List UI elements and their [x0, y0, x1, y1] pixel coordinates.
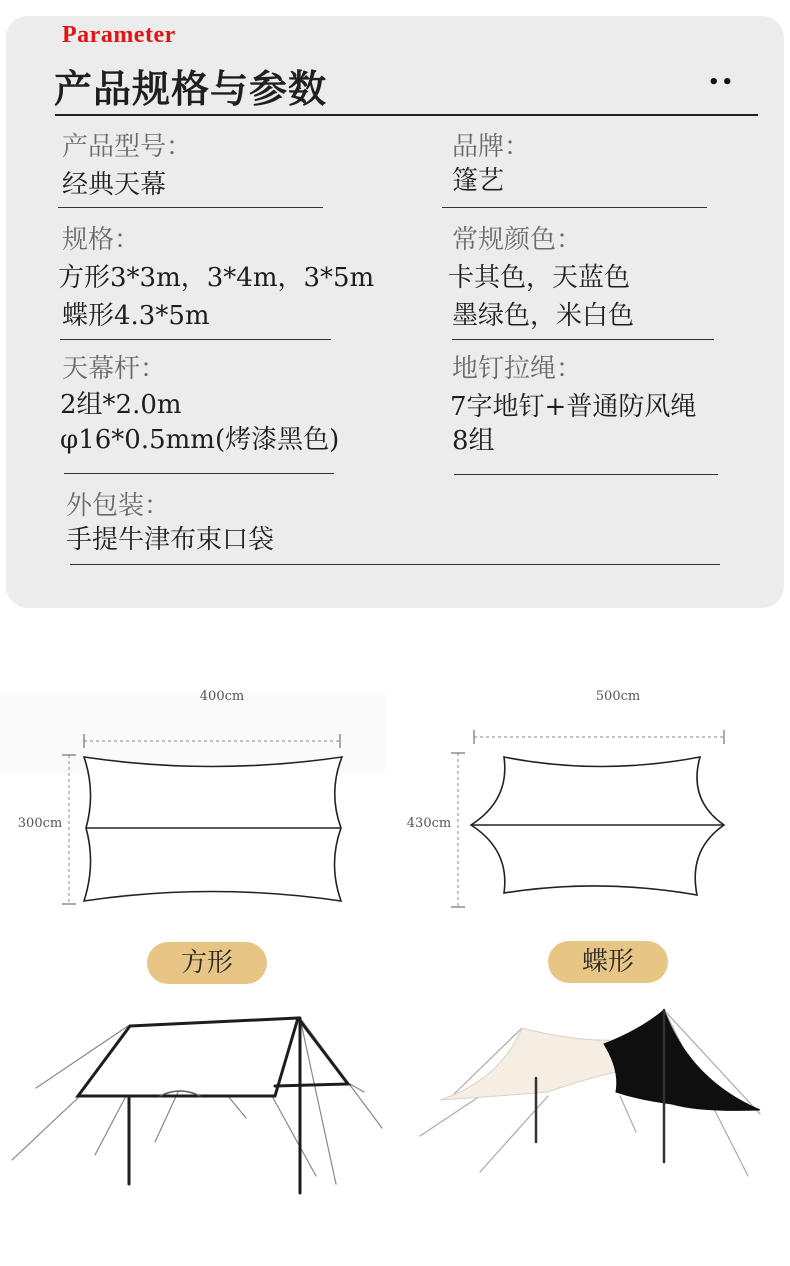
butterfly-tarp-illustration — [420, 1010, 760, 1176]
square-width-label: 400cm — [199, 689, 245, 704]
butterfly-width-label: 500cm — [595, 689, 641, 704]
spec-value: 方形3*3m，3*4m，3*5m — [58, 263, 375, 293]
spec-value: 经典天幕 — [62, 170, 167, 200]
square-shape-pill: 方形 — [147, 942, 267, 984]
spec-brand — [452, 128, 530, 200]
spec-value: 卡其色，天蓝色 — [448, 263, 631, 293]
spec-value: 8组 — [452, 426, 495, 456]
spec-value: 墨绿色，米白色 — [452, 301, 635, 331]
square-tarp-shape — [84, 757, 342, 901]
page-title: 产品规格与参数 — [54, 67, 328, 111]
spec-colors — [448, 221, 635, 335]
divider — [442, 207, 707, 208]
tarp-illustrations — [0, 1000, 790, 1210]
spec-label: 规格： — [62, 225, 141, 255]
spec-value: 手提牛津布束口袋 — [66, 525, 275, 555]
divider — [60, 339, 331, 340]
butterfly-tarp-shape — [471, 757, 724, 895]
butterfly-tarp-diagram — [407, 689, 724, 907]
title-divider — [55, 114, 758, 116]
divider — [70, 564, 720, 565]
spec-stakes — [452, 350, 696, 460]
section-eyebrow: Parameter — [62, 22, 176, 48]
square-tarp-illustration — [12, 1018, 382, 1193]
spec-value: 7字地钉+普通防风绳 — [450, 392, 697, 422]
divider — [64, 473, 334, 474]
divider — [454, 474, 718, 475]
spec-value: 篷艺 — [452, 166, 505, 196]
more-dots-icon: •• — [708, 72, 736, 93]
spec-size — [58, 221, 375, 335]
spec-label: 外包装： — [66, 491, 171, 521]
spec-value: 2组*2.0m — [60, 390, 182, 420]
spec-value: φ16*0.5mm(烤漆黑色) — [60, 425, 340, 455]
spec-value: 蝶形4.3*5m — [62, 301, 210, 331]
spec-label: 常规颜色： — [452, 225, 583, 255]
divider — [452, 339, 714, 340]
spec-label: 地钉拉绳： — [452, 354, 583, 384]
spec-label: 产品型号： — [62, 132, 193, 162]
divider — [58, 207, 323, 208]
butterfly-height-label: 430cm — [406, 816, 452, 831]
spec-label: 品牌： — [452, 132, 531, 162]
dimension-diagrams — [0, 630, 790, 930]
square-height-label: 300cm — [17, 816, 63, 831]
spec-poles — [62, 350, 339, 458]
spec-label: 天幕杆： — [62, 354, 167, 384]
spec-model — [62, 128, 192, 204]
spec-package — [66, 487, 274, 559]
butterfly-shape-pill: 蝶形 — [548, 941, 668, 983]
